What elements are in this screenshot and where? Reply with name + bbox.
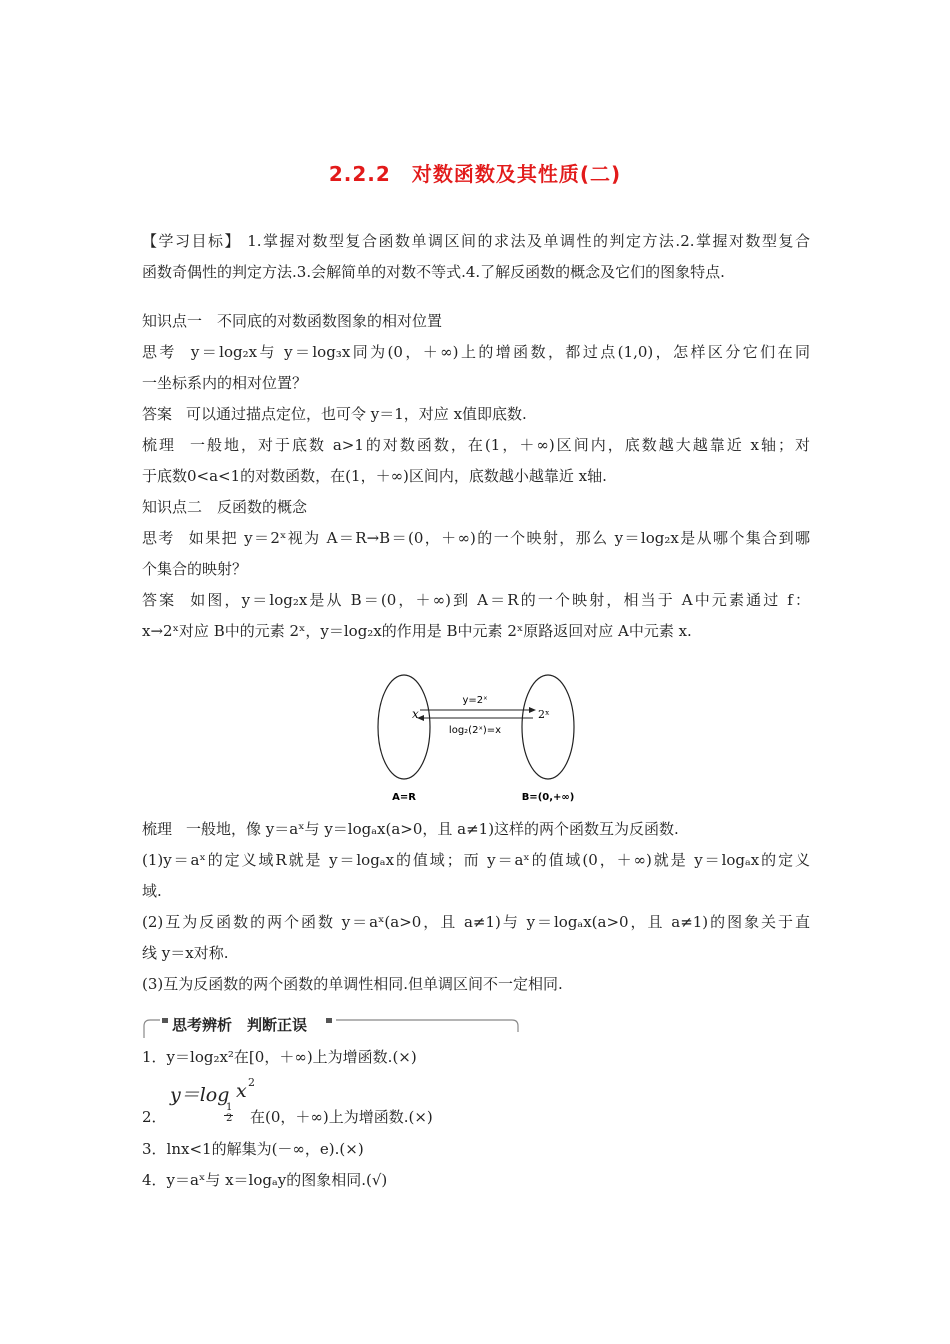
- forward-arrowhead: [529, 707, 536, 713]
- formula-base-num: 1: [226, 1102, 233, 1113]
- objectives-label: 【学习目标】: [142, 232, 241, 250]
- top-arrow-label: y=2ˣ: [462, 695, 488, 706]
- summary2-item2-line-2: 线 y＝x对称.: [142, 944, 229, 962]
- kp1-answer: 答案 可以通过描点定位，也可令 y＝1，对应 x值即底数.: [142, 405, 527, 423]
- kp1-heading: 知识点一 不同底的对数函数图象的相对位置: [142, 312, 443, 330]
- set-b-label: B=(0,+∞): [521, 792, 575, 803]
- summary2-block: [142, 814, 810, 1000]
- question-2-text: 在(0，＋∞)上为增函数.(×): [250, 1108, 433, 1126]
- page-title: 2.2.2 对数函数及其性质(二): [328, 162, 622, 186]
- summary2-item2-line-1: (2)互为反函数的两个函数 y＝aˣ(a>0，且 a≠1)与 y＝logₐx(a>0，且 a≠1)的图象关于直: [142, 913, 810, 931]
- objectives-line-2: 函数奇偶性的判定方法.3.会解简单的对数不等式.4.了解反函数的概念及它们的图象特点.: [142, 263, 725, 281]
- set-b-ellipse: [522, 675, 574, 779]
- kp2-heading: 知识点二 反函数的概念: [142, 498, 308, 516]
- question-1: 1．y＝log₂x²在[0，＋∞)上为增函数.(×): [142, 1048, 417, 1066]
- section-bar: [142, 1012, 522, 1040]
- mapping-diagram: [370, 672, 582, 808]
- formula-x: x: [236, 1080, 247, 1102]
- kp2-think-line-2: 个集合的映射？: [142, 560, 248, 578]
- question-3: 3．lnx<1的解集为(－∞，e).(×): [142, 1140, 364, 1158]
- objectives-line-1: 【学习目标】 1.掌握对数型复合函数单调区间的求法及单调性的判定方法.2.掌握对数型复合: [142, 232, 810, 250]
- kp2-think-line-1: 思考 如果把 y＝2ˣ视为 A＝R→B＝(0，＋∞)的一个映射，那么 y＝log₂x是从哪个集合到哪: [142, 529, 810, 547]
- question-4: 4．y＝aˣ与 x＝logₐy的图象相同.(√): [142, 1171, 388, 1189]
- summary2-intro: 梳理 一般地，像 y＝aˣ与 y＝logₐx(a>0，且 a≠1)这样的两个函数互为反函数.: [142, 820, 679, 838]
- summary2-item1-line-1: (1)y＝aˣ的定义域R就是 y＝logₐx的值域；而 y＝aˣ的值域(0，＋∞)就是 y＝logₐx的定义: [142, 851, 810, 869]
- set-a-ellipse: [378, 675, 430, 779]
- left-element: x: [412, 707, 419, 721]
- question-2-number: 2．: [142, 1108, 167, 1126]
- section-bar-title: 思考辨析 判断正误: [172, 1016, 308, 1034]
- kp2-answer-line-1: 答案 如图，y＝log₂x是从 B＝(0，＋∞)到 A＝R的一个映射，相当于 A中元素通过 f：: [142, 591, 810, 609]
- formula-base-den: 2: [226, 1113, 233, 1124]
- set-a-label: A=R: [392, 792, 416, 803]
- summary2-item3: (3)互为反函数的两个函数的单调性相同.但单调区间不一定相同.: [142, 975, 563, 993]
- kp1-summary-line-1: 梳理 一般地，对于底数 a>1的对数函数，在(1，＋∞)区间内，底数越大越靠近 x轴；对: [142, 436, 810, 454]
- kp1-think-line-2: 一坐标系内的相对位置？: [142, 374, 308, 392]
- right-element: 2ˣ: [538, 708, 550, 721]
- formula-exp: 2: [248, 1076, 255, 1089]
- kp1-think-line-1: 思考 y＝log₂x与 y＝log₃x同为(0，＋∞)上的增函数，都过点(1,0)，怎样区分它们在同: [142, 343, 810, 361]
- formula-log: y＝log: [170, 1084, 230, 1106]
- summary2-item1-line-2: 域.: [142, 882, 162, 900]
- kp2-answer-line-2: x→2ˣ对应 B中的元素 2ˣ，y＝log₂x的作用是 B中元素 2ˣ原路返回对应 A中元素 x.: [142, 622, 692, 640]
- kp1-summary-line-2: 于底数0<a<1的对数函数，在(1，＋∞)区间内，底数越小越靠近 x轴.: [142, 467, 607, 485]
- main-content: [142, 226, 810, 647]
- bottom-arrow-label: log₂(2ˣ)=x: [448, 725, 502, 736]
